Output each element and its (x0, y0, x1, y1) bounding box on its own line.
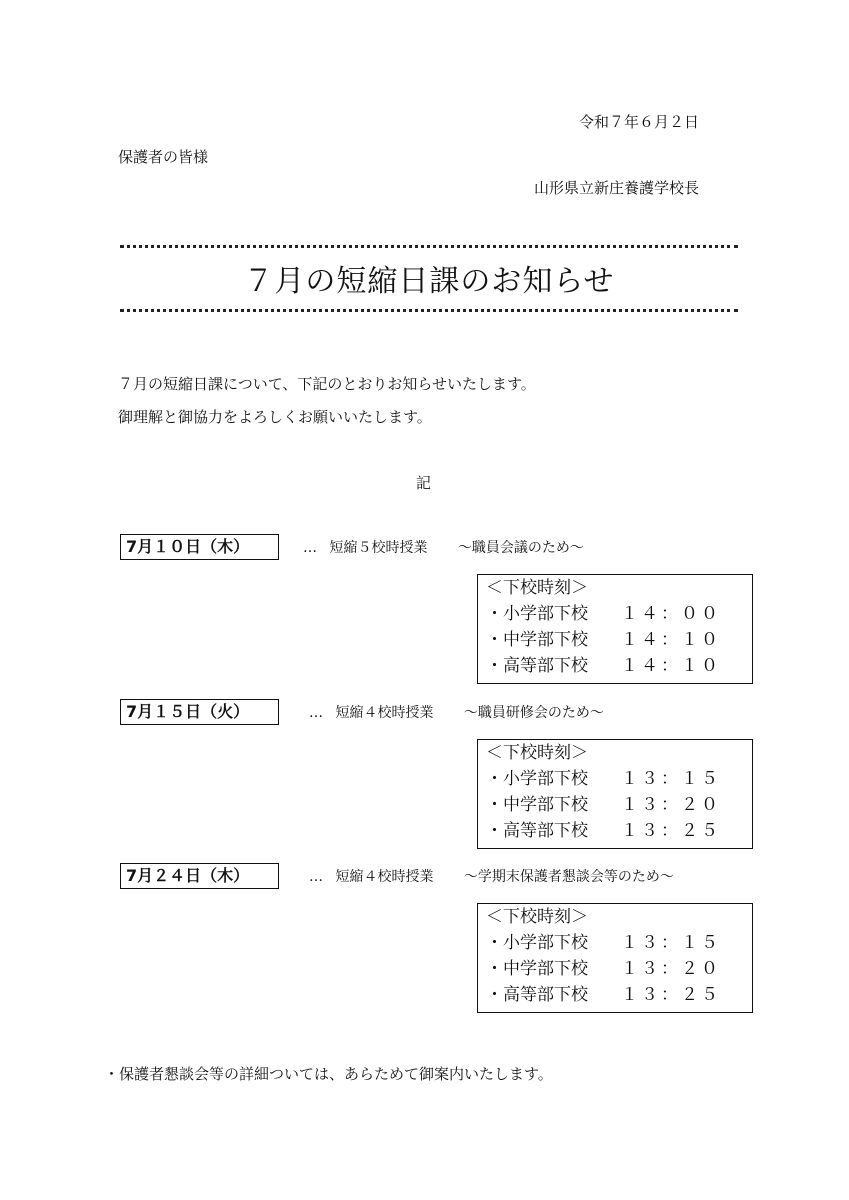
dismissal-time: １４：１０ (621, 656, 721, 676)
event-description (303, 537, 584, 557)
time-row (486, 956, 752, 982)
body-line-2: 御理解と御協力をよろしくお願いいたします。 (118, 408, 432, 426)
dismissal-time: １４：００ (621, 604, 721, 624)
time-row (486, 653, 752, 679)
separator: … (303, 540, 317, 556)
time-row (486, 792, 752, 818)
event-purpose: ～学期末保護者懇談会等のため～ (463, 869, 674, 885)
event-purpose: ～職員会議のため～ (457, 540, 584, 556)
separator: … (309, 705, 323, 721)
event-classes: 短縮４校時授業 (335, 705, 434, 721)
addressee: 保護者の皆様 (118, 148, 209, 166)
dismissal-time: １３：２５ (621, 821, 721, 841)
ki-heading: 記 (416, 474, 432, 492)
event-date: 7月１５日（火） (120, 699, 279, 725)
notice-date: 令和７年６月２日 (578, 113, 699, 131)
dismissal-time: １３：２５ (621, 985, 721, 1005)
page-title: ７月の短縮日課のお知らせ (243, 264, 615, 299)
dismissal-time: １４：１０ (621, 630, 721, 650)
event-date: 7月２４日（木） (120, 863, 279, 889)
time-row (486, 601, 752, 627)
box-title: ＜下校時刻＞ (486, 578, 588, 598)
time-row (486, 818, 752, 844)
body-line-1: ７月の短縮日課について、下記のとおりお知らせいたします。 (118, 375, 536, 393)
time-row (486, 982, 752, 1008)
event-description (309, 702, 604, 722)
title-rule-top (120, 245, 738, 248)
dismissal-times-box (477, 739, 753, 849)
event-description (309, 866, 674, 886)
dismissal-time: １３：２０ (621, 795, 721, 815)
event-date: 7月１０日（木） (120, 534, 279, 560)
dept-label: ・中学部下校 (486, 959, 588, 979)
dept-label: ・高等部下校 (486, 656, 588, 676)
dismissal-times-box (477, 574, 753, 684)
dept-label: ・高等部下校 (486, 985, 588, 1005)
dismissal-time: １３：１５ (621, 933, 721, 953)
event-classes: 短縮４校時授業 (335, 869, 434, 885)
dept-label: ・中学部下校 (486, 795, 588, 815)
dept-label: ・高等部下校 (486, 821, 588, 841)
dismissal-time: １３：１５ (621, 769, 721, 789)
separator: … (309, 869, 323, 885)
box-title: ＜下校時刻＞ (486, 743, 588, 763)
event-classes: 短縮５校時授業 (329, 540, 428, 556)
title-rule-bottom (120, 309, 738, 312)
time-row (486, 930, 752, 956)
dismissal-times-box (477, 903, 753, 1013)
box-title: ＜下校時刻＞ (486, 907, 588, 927)
dept-label: ・小学部下校 (486, 769, 588, 789)
dept-label: ・中学部下校 (486, 630, 588, 650)
event-purpose: ～職員研修会のため～ (463, 705, 604, 721)
footnote: ・保護者懇談会等の詳細ついては、あらためて御案内いたします。 (104, 1065, 553, 1083)
time-row (486, 627, 752, 653)
dept-label: ・小学部下校 (486, 933, 588, 953)
dismissal-time: １３：２０ (621, 959, 721, 979)
time-row (486, 766, 752, 792)
sender: 山形県立新庄養護学校長 (533, 179, 699, 197)
dept-label: ・小学部下校 (486, 604, 588, 624)
